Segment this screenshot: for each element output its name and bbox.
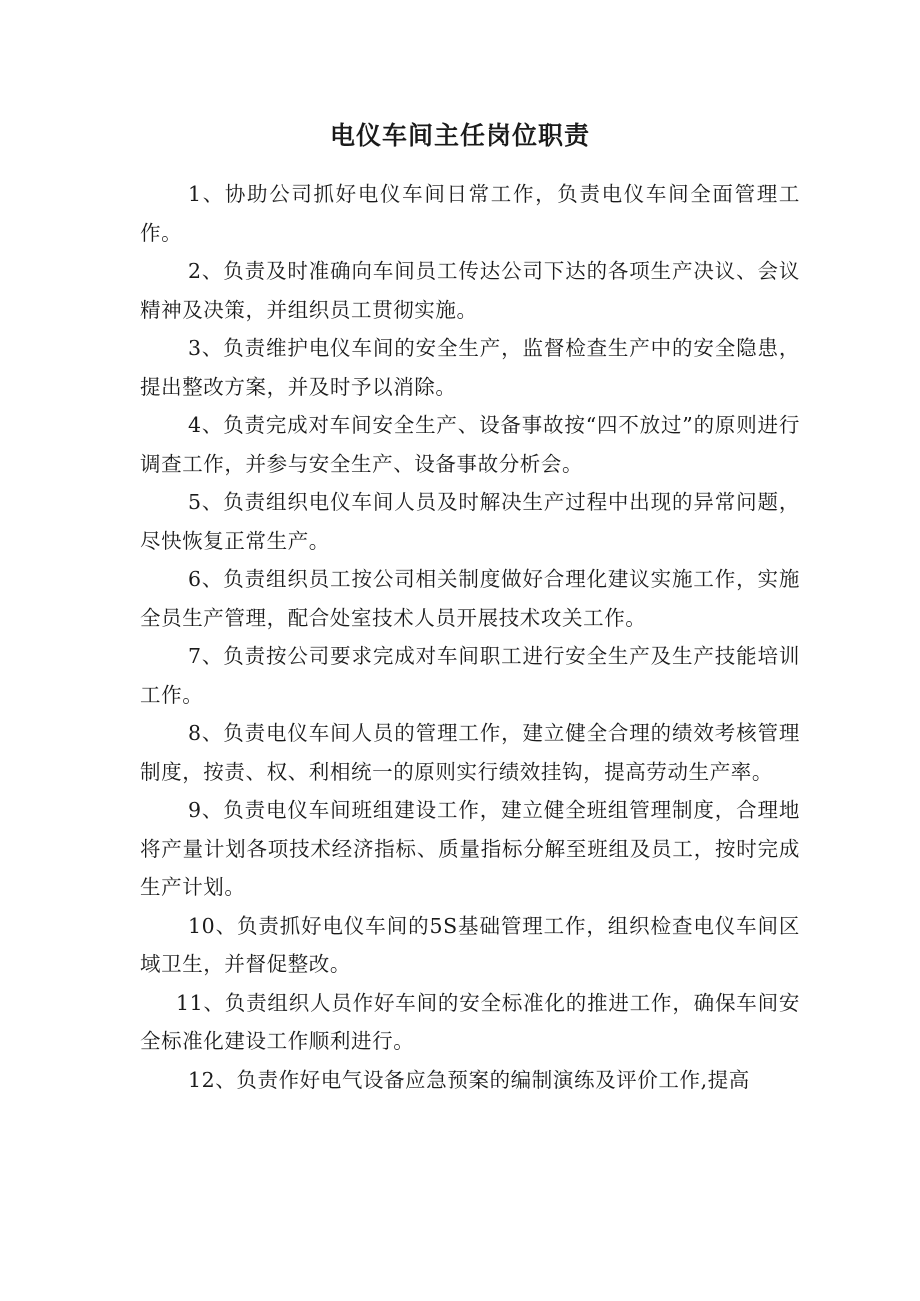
duty-item-9: 9、负责电仪车间班组建设工作，建立健全班组管理制度，合理地将产量计划各项技术经济指标、质量指标分解至班组及员工，按时完成生产计划。 (140, 798, 800, 899)
duty-item-4: 4、负责完成对车间安全生产、设备事故按“四不放过”的原则进行调查工作，并参与安全生产、设备事故分析会。 (140, 413, 800, 476)
duty-item-7: 7、负责按公司要求完成对车间职工进行安全生产及生产技能培训工作。 (140, 644, 800, 707)
document-body (140, 175, 800, 1099)
duty-item-12: 12、负责作好电气设备应急预案的编制演练及评价工作,提高 (188, 1067, 750, 1092)
duty-item-6: 6、负责组织员工按公司相关制度做好合理化建议实施工作，实施全员生产管理，配合处室技术人员开展技术攻关工作。 (140, 567, 800, 630)
duty-item-8: 8、负责电仪车间人员的管理工作，建立健全合理的绩效考核管理制度，按责、权、利相统一的原则实行绩效挂钩，提高劳动生产率。 (140, 721, 800, 784)
duty-item-10: 10、负责抓好电仪车间的5S基础管理工作，组织检查电仪车间区域卫生，并督促整改。 (140, 913, 800, 976)
duty-item-5: 5、负责组织电仪车间人员及时解决生产过程中出现的异常问题，尽快恢复正常生产。 (140, 490, 800, 553)
duty-item-2: 2、负责及时准确向车间员工传达公司下达的各项生产决议、会议精神及决策，并组织员工贯彻实施。 (140, 259, 800, 322)
duty-item-1: 1、协助公司抓好电仪车间日常工作，负责电仪车间全面管理工作。 (140, 182, 800, 245)
duty-item-3: 3、负责维护电仪车间的安全生产，监督检查生产中的安全隐患，提出整改方案，并及时予以消除。 (140, 336, 800, 399)
page-title: 电仪车间主任岗位职责 (329, 121, 590, 150)
duty-item-11: 11、负责组织人员作好车间的安全标准化的推进工作，确保车间安全标准化建设工作顺利进行。 (140, 990, 800, 1053)
